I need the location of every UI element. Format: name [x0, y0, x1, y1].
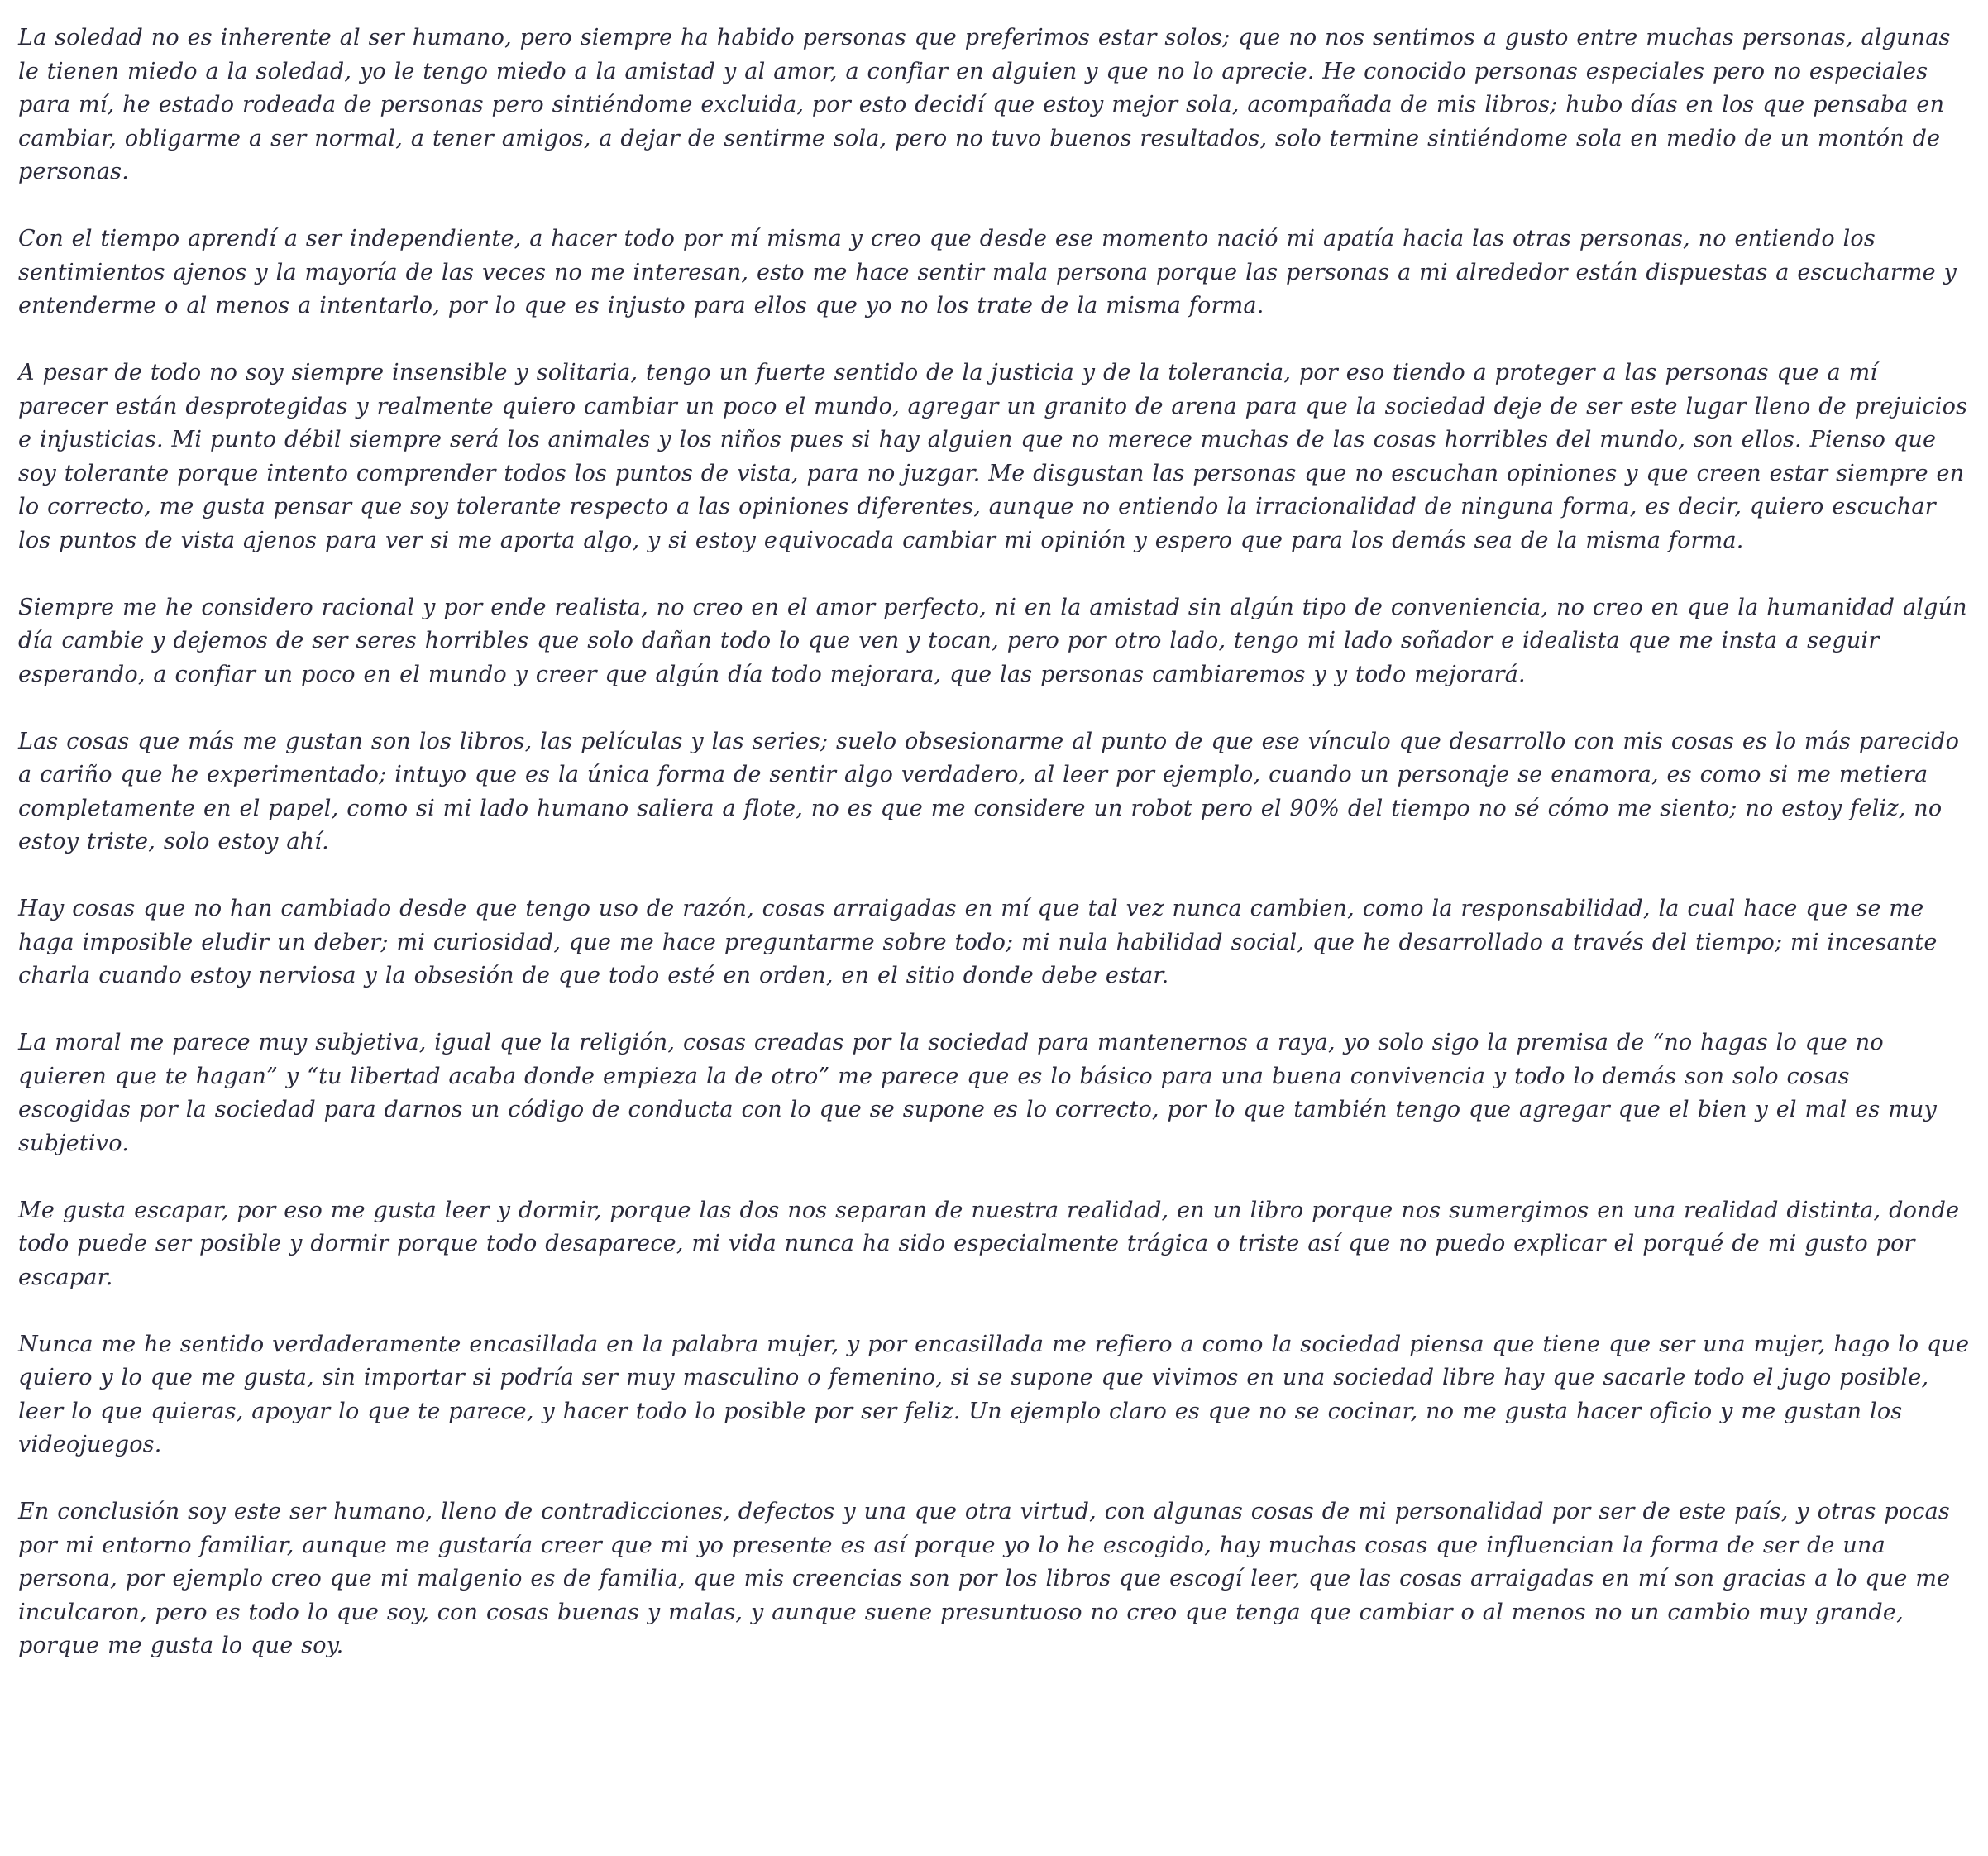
essay-paragraph-7: La moral me parece muy subjetiva, igual que la religión, cosas creadas por la sociedad para mantenernos a raya, yo solo sigo la premisa de “no hagas lo que no quieren que te hagan” y “tu libertad acaba donde empieza la de otro” me parece que es lo básico para una buena convivencia y todo lo demás son solo cosas escogidas por la sociedad para darnos un código de conducta con lo que se supone es lo correcto, por lo que también tengo que agregar que el bien y el mal es muy subjetivo.: [18, 1030, 1938, 1156]
essay-document: [18, 22, 1970, 1696]
essay-paragraph-10: En conclusión soy este ser humano, lleno de contradicciones, defectos y una que otra virtud, con algunas cosas de mi personalidad por ser de este país, y otras pocas por mi entorno familiar, aunque me gustaría creer que mi yo presente es así porque yo lo he escogido, hay muchas cosas que influencian la forma de ser de una persona, por ejemplo creo que mi malgenio es de familia, que mis creencias son por los libros que escogí leer, que las cosas arraigadas en mí son gracias a lo que me inculcaron, pero es todo lo que soy, con cosas buenas y malas, y aunque suene presuntuoso no creo que tenga que cambiar o al menos no un cambio muy grande, porque me gusta lo que soy.: [18, 1499, 1951, 1658]
essay-paragraph-8: Me gusta escapar, por eso me gusta leer y dormir, porque las dos nos separan de nuestra realidad, en un libro porque nos sumergimos en una realidad distinta, donde todo puede ser posible y dormir porque todo desaparece, mi vida nunca ha sido especialmente trágica o triste así que no puedo explicar el porqué de mi gusto por escapar.: [18, 1197, 1960, 1290]
essay-paragraph-1: La soledad no es inherente al ser humano, pero siempre ha habido personas que preferimos estar solos; que no nos sentimos a gusto entre muchas personas, algunas le tienen miedo a la soledad, yo le tengo miedo a la amistad y al amor, a confiar en alguien y que no lo aprecie. He conocido personas especiales pero no especiales para mí, he estado rodeada de personas pero sintiéndome excluida, por esto decidí que estoy mejor sola, acompañada de mis libros; hubo días en los que pensaba en cambiar, obligarme a ser normal, a tener amigos, a dejar de sentirme sola, pero no tuvo buenos resultados, solo termine sintiéndome sola en medio de un montón de personas.: [18, 25, 1951, 184]
essay-paragraph-9: Nunca me he sentido verdaderamente encasillada en la palabra mujer, y por encasillada me refiero a como la sociedad piensa que tiene que ser una mujer, hago lo que quiero y lo que me gusta, sin importar si podría ser muy masculino o femenino, si se supone que vivimos en una sociedad libre hay que sacarle todo el jugo posible, leer lo que quieras, apoyar lo que te parece, y hacer todo lo posible por ser feliz. Un ejemplo claro es que no se cocinar, no me gusta hacer oficio y me gustan los videojuegos.: [18, 1331, 1970, 1457]
essay-paragraph-2: Con el tiempo aprendí a ser independiente, a hacer todo por mí misma y creo que desde ese momento nació mi apatía hacia las otras personas, no entiendo los sentimientos ajenos y la mayoría de las veces no me interesan, esto me hace sentir mala persona porque las personas a mi alrededor están dispuestas a escucharme y entenderme o al menos a intentarlo, por lo que es injusto para ellos que yo no los trate de la misma forma.: [18, 226, 1957, 318]
essay-paragraph-6: Hay cosas que no han cambiado desde que tengo uso de razón, cosas arraigadas en mí que tal vez nunca cambien, como la responsabilidad, la cual hace que se me haga imposible eludir un deber; mi curiosidad, que me hace preguntarme sobre todo; mi nula habilidad social, que he desarrollado a través del tiempo; mi incesante charla cuando estoy nerviosa y la obsesión de que todo esté en orden, en el sitio donde debe estar.: [18, 896, 1938, 988]
essay-paragraph-4: Siempre me he considero racional y por ende realista, no creo en el amor perfecto, ni en la amistad sin algún tipo de conveniencia, no creo en que la humanidad algún día cambie y dejemos de ser seres horribles que solo dañan todo lo que ven y tocan, pero por otro lado, tengo mi lado soñador e idealista que me insta a seguir esperando, a confiar un poco en el mundo y creer que algún día todo mejorara, que las personas cambiaremos y y todo mejorará.: [18, 594, 1967, 687]
essay-paragraph-5: Las cosas que más me gustan son los libros, las películas y las series; suelo obsesionarme al punto de que ese vínculo que desarrollo con mis cosas es lo más parecido a cariño que he experimentado; intuyo que es la única forma de sentir algo verdadero, al leer por ejemplo, cuando un personaje se enamora, es como si me metiera completamente en el papel, como si mi lado humano saliera a flote, no es que me considere un robot pero el 90% del tiempo no sé cómo me siento; no estoy feliz, no estoy triste, solo estoy ahí.: [18, 728, 1960, 854]
essay-paragraph-3: A pesar de todo no soy siempre insensible y solitaria, tengo un fuerte sentido de la justicia y de la tolerancia, por eso tiendo a proteger a las personas que a mí parecer están desprotegidas y realmente quiero cambiar un poco el mundo, agregar un granito de arena para que la sociedad deje de ser este lugar lleno de prejuicios e injusticias. Mi punto débil siempre será los animales y los niños pues si hay alguien que no merece muchas de las cosas horribles del mundo, son ellos. Pienso que soy tolerante porque intento comprender todos los puntos de vista, para no juzgar. Me disgustan las personas que no escuchan opiniones y que creen estar siempre en lo correcto, me gusta pensar que soy tolerante respecto a las opiniones diferentes, aunque no entiendo la irracionalidad de ninguna forma, es decir, quiero escuchar los puntos de vista ajenos para ver si me aporta algo, y si estoy equivocada cambiar mi opinión y espero que para los demás sea de la misma forma.: [18, 360, 1968, 553]
